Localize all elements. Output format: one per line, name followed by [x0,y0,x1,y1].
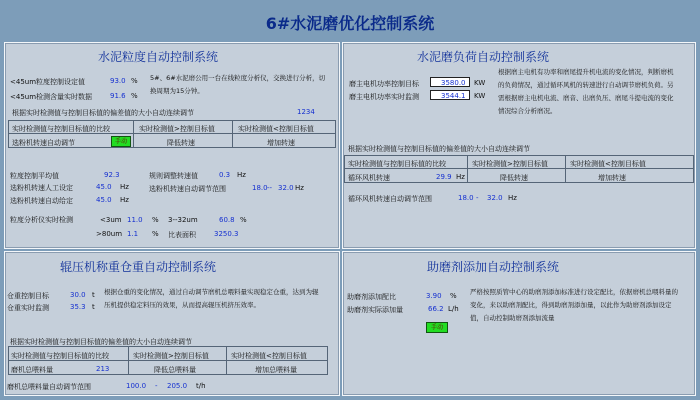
p3-interval-label: 根据实时检测值与控制目标值的偏差值的大小自动连续调节 [10,338,192,346]
p2-cmp-header: 实时检测值与控制目标值的比较 [348,160,446,168]
p3-cmp-header: 实时检测值与控制目标值的比较 [11,352,109,360]
p1-range-high[interactable]: 32.0 [278,184,294,192]
p2-range-low[interactable]: 18.0 [458,194,474,202]
p3-cmp-gt: 实时检测值>控制目标值 [133,352,209,360]
p1-manual-unit: Hz [120,183,129,191]
p2-range-high[interactable]: 32.0 [487,194,503,202]
p1-range-low[interactable]: 18.0 [252,184,268,192]
p1-a4-label: 比表面积 [168,231,196,239]
p3-target-unit: t [92,291,95,299]
p4-ratio-unit: % [450,292,457,300]
p1-a1-unit: % [152,216,159,224]
p2-action-up: 增加转速 [598,174,626,182]
p1-a1-label: <3um [100,216,122,224]
p3-feed-label: 磨机总喂料量 [11,366,53,374]
p4-ratio-label: 助磨剂添加配比 [347,293,396,301]
p3-feed-value: 213 [96,365,110,373]
p1-cmp-lt: 实时检测值<控制目标值 [238,125,314,133]
p1-manual-value[interactable]: 45.0 [96,183,112,191]
p2-action-down: 降低转速 [500,174,528,182]
p1-rt-unit: % [131,92,138,100]
particle-size-panel-title: 水泥粒度自动控制系统 [98,50,219,64]
p3-range-low[interactable]: 100.0 [126,382,147,390]
p1-a3-value: 1.1 [127,230,139,238]
roller-press-panel-title: 辊压机称重仓重自动控制系统 [60,260,217,274]
p2-rt-value: 3544.1 [441,92,466,100]
p1-a4-value: 3250.3 [214,230,239,238]
p1-rule-label: 规则调整转速值 [149,172,198,180]
p1-a2-unit: % [240,216,247,224]
p2-fan-label: 循环风机转速 [348,174,390,182]
p4-manual-auto-toggle-button[interactable]: 手动 [426,322,448,333]
p2-rt-unit: KW [474,92,486,100]
p1-set-unit: % [131,77,138,85]
p2-fan-unit: Hz [456,173,465,181]
p1-rt-value: 91.6 [110,92,126,100]
mill-load-panel-title: 水泥磨负荷自动控制系统 [417,50,550,64]
p3-cmp-lt: 实时检测值<控制目标值 [231,352,307,360]
p4-rt-unit: L/h [448,305,459,313]
p1-range-unit: Hz [295,184,304,192]
p1-range-label: 选粉机转速自动调节范围 [149,185,226,193]
p1-analyzer-label: 粒度分析仪实时检测 [10,216,73,224]
p1-a2-value: 60.8 [219,216,235,224]
p2-cmp-lt: 实时检测值<控制目标值 [570,160,646,168]
page-title: 6#水泥磨优化控制系统 [265,14,435,33]
p3-range-high[interactable]: 205.0 [167,382,188,390]
p1-cmp-gt: 实时检测值>控制目标值 [139,125,215,133]
p1-description: 5#、6#水泥磨公用一台在线粒度分析仪，交换进行分析，切换周期为15分钟。 [150,74,326,95]
p1-cmp-header: 实时检测值与控制目标值的比较 [12,125,110,133]
p2-range-sep: - [476,194,479,202]
p2-fan-value: 29.9 [436,173,452,181]
p4-description: 严格按照质管中心的助磨剂添加标准进行设定配比，依据磨机总喂料量的变化，来以助磨剂配比，得到助磨剂添加量，以此作为助磨剂添加设定值，自动控制助磨剂添加流量 [470,288,678,322]
grinding-aid-panel-title: 助磨剂添加自动控制系统 [427,260,560,274]
p3-rt-label: 仓重实时监测 [7,304,49,312]
p3-range-sep: - [155,382,158,390]
p1-interval-label: 根据实时检测值与控制目标值的偏差值的大小自动连续调节 [12,109,194,117]
p2-target-unit: KW [474,79,486,87]
p4-ratio-value[interactable]: 3.90 [426,292,442,300]
p3-action-down: 降低总喂料量 [154,366,196,374]
p3-action-up: 增加总喂料量 [255,366,297,374]
p1-rt-label: <45um检测含量实时数据 [10,93,93,101]
p2-target-label: 磨主电机功率控制目标 [349,80,419,88]
p1-a2-label: 3--32um [168,216,198,224]
p3-range-unit: t/h [196,382,206,390]
p2-description: 根据磨主电机有功率和磨尾提升机电流的变化情况，判断磨机的负荷情况，通过循环风机的转速进行自动调节磨机负荷。另需根据磨主电机电流、磨音、出磨负压、磨尾斗提电流的变化情况综合分析磨况。 [498,68,674,115]
p3-rt-value: 35.3 [70,303,86,311]
p1-autoset-value: 45.0 [96,196,112,204]
p2-cmp-gt: 实时检测值>控制目标值 [472,160,548,168]
p1-rule-value[interactable]: 0.3 [219,171,231,179]
p1-set-value[interactable]: 93.0 [110,77,126,85]
p1-avg-value: 92.3 [104,171,120,179]
p2-range-unit: Hz [508,194,517,202]
p3-target-label: 仓重控制目标 [7,292,49,300]
p1-set-label: <45um粒度控制设定值 [10,78,86,86]
p1-manual-auto-toggle-button[interactable]: 手动 [111,136,131,147]
p3-rt-unit: t [92,303,95,311]
p1-interval-value: 1234 [297,108,315,116]
p4-rt-value: 66.2 [428,305,444,313]
p1-action-up: 增加转速 [267,139,295,147]
p2-interval-label: 根据实时检测值与控制目标值的偏差值的大小自动连续调节 [348,145,530,153]
p2-rt-label: 磨主电机功率实时监测 [349,93,419,101]
p2-target-value: 3580.0 [441,79,466,87]
p1-a3-label: >80um [96,230,123,238]
p1-a3-unit: % [152,230,159,238]
p1-action-down: 降低转速 [167,139,195,147]
p1-rule-unit: Hz [237,171,246,179]
p1-autoset-unit: Hz [120,196,129,204]
p1-auto-label: 选粉机转速自动调节 [12,139,75,147]
p3-target-value[interactable]: 30.0 [70,291,86,299]
p3-description: 根据仓重的变化情况，通过自动调节磨机总喂料量实现稳定仓重，达到为辊压机提供稳定料压的效果，从而提高辊压机挤压效率。 [104,288,319,309]
p1-avg-label: 粒度控制平均值 [10,172,59,180]
p1-a1-value: 11.0 [127,216,143,224]
p2-range-label: 循环风机转速自动调节范围 [348,195,432,203]
p3-range-label: 磨机总喂料量自动调节范围 [7,383,91,391]
p1-autoset-label: 选粉机转速自动给定 [10,197,73,205]
p4-rt-label: 助磨剂实际添加量 [347,306,403,314]
p1-manual-label: 选粉机转速人工设定 [10,184,73,192]
p1-range-sep: -- [267,184,273,192]
